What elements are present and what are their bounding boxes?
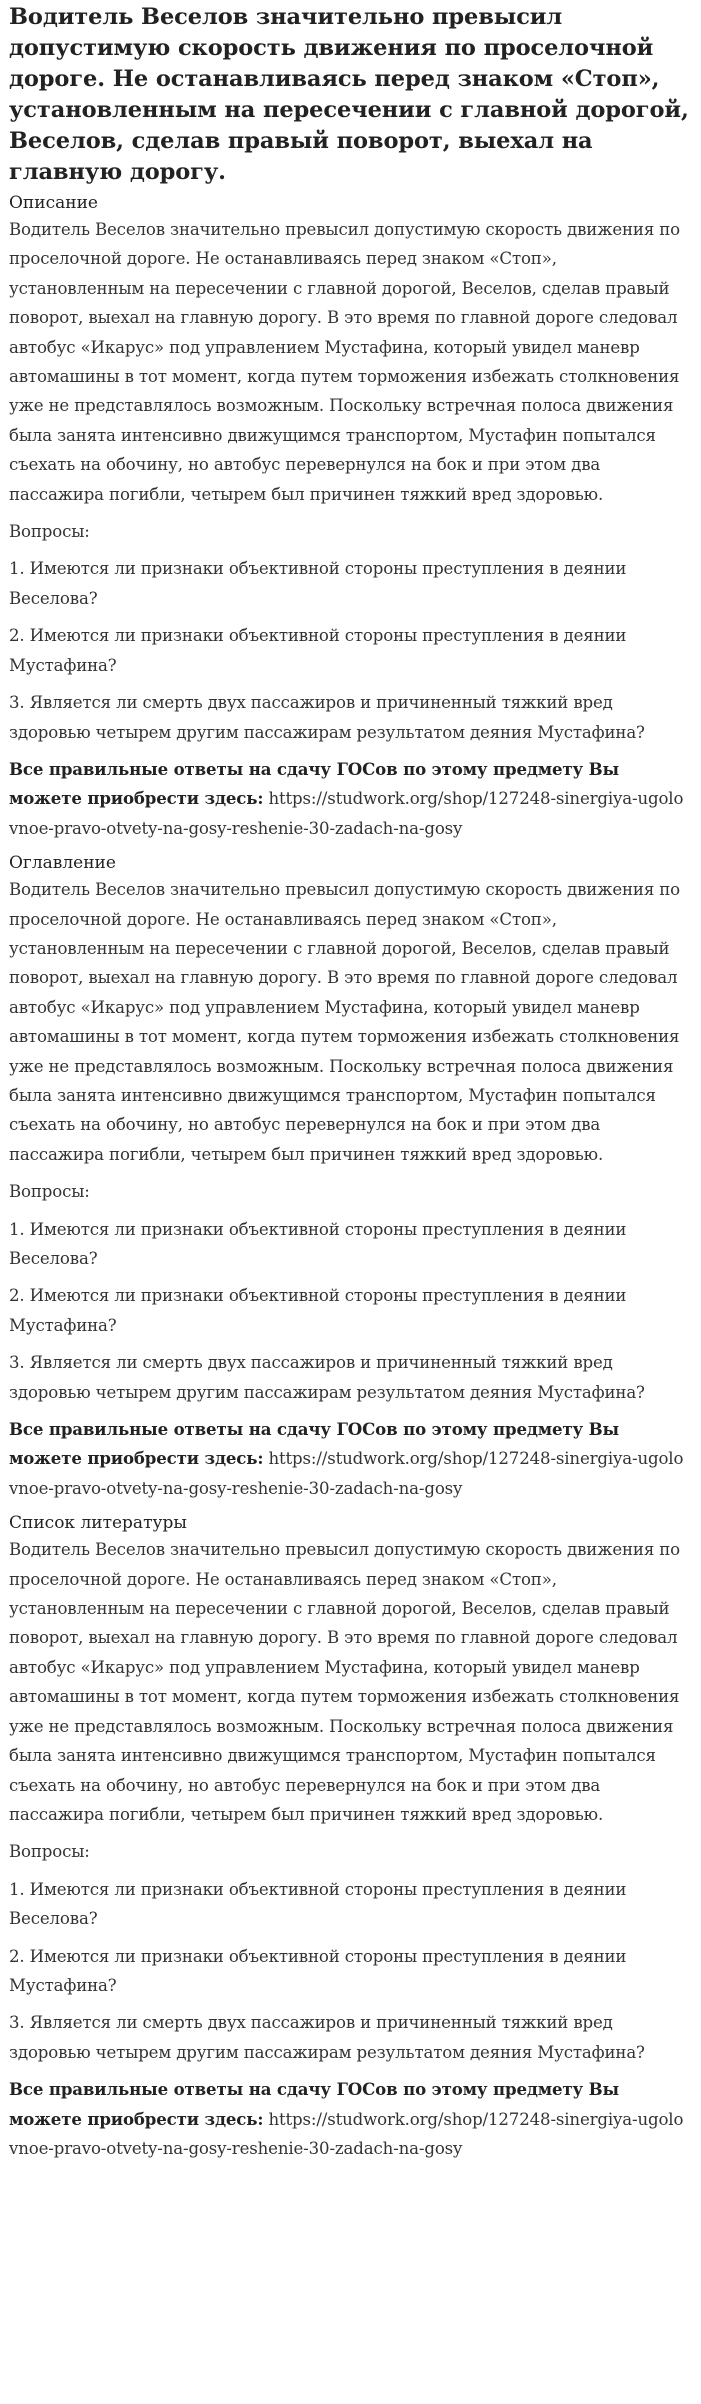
section-description: [9, 191, 691, 843]
purchase-link[interactable]: https://studwork.org/shop/127248-sinergiya-ugolovnoe-pravo-otvety-na-gosy-reshenie-30-zadach-na-gosy: [9, 789, 684, 838]
question-3: 3. Является ли смерть двух пассажиров и причиненный тяжкий вред здоровью четырем другим пассажирам результатом деяния Мустафина?: [9, 1353, 645, 1402]
purchase-note-bold: Все правильные ответы на сдачу ГОСов по этому предмету Вы можете приобрести здесь:: [9, 2079, 620, 2129]
section-heading: Список литературы: [9, 1513, 187, 1534]
questions-label: Вопросы:: [9, 1842, 90, 1862]
question-2: 2. Имеются ли признаки объективной стороны преступления в деянии Мустафина?: [9, 626, 627, 675]
purchase-note: [9, 2075, 691, 2163]
purchase-note-bold: Все правильные ответы на сдачу ГОСов по этому предмету Вы можете приобрести здесь:: [9, 758, 620, 809]
question-3: 3. Является ли смерть двух пассажиров и причиненный тяжкий вред здоровью четырем другим пассажирам результатом деяния Мустафина?: [9, 2013, 645, 2062]
question-2: 2. Имеются ли признаки объективной стороны преступления в деянии Мустафина?: [9, 1286, 627, 1335]
page: [0, 2, 701, 2163]
questions-label: Вопросы:: [9, 522, 90, 542]
purchase-note-bold: Все правильные ответы на сдачу ГОСов по этому предмету Вы можете приобрести здесь:: [9, 1419, 620, 1469]
section-contents: [9, 851, 691, 1503]
question-2: 2. Имеются ли признаки объективной стороны преступления в деянии Мустафина?: [9, 1946, 627, 1995]
question-1: 1. Имеются ли признаки объективной стороны преступления в деянии Веселова?: [9, 559, 627, 608]
question-3: 3. Является ли смерть двух пассажиров и причиненный тяжкий вред здоровью четырем другим пассажирам результатом деяния Мустафина?: [9, 693, 645, 742]
section-heading: Оглавление: [9, 853, 116, 874]
section-body: Водитель Веселов значительно превысил допустимую скорость движения по проселочной дороге. Не останавливаясь перед знаком «Стоп», установленным на пересечении с главной дорогой, Веселов, сделав правый поворот, выехал на главную дорогу. В это время по главной дороге следовал автобус «Икарус» под управлением Мустафина, который увидел маневр автомашины в тот момент, когда путем торможения избежать столкновения уже не представлялось возможным. Поскольку встречная полоса движения была занята интенсивно движущимся транспортом, Мустафин попытался съехать на обочину, но автобус перевернулся на бок и при этом два пассажира погибли, четырем был причинен тяжкий вред здоровью.: [9, 1540, 681, 1824]
questions-label: Вопросы:: [9, 1182, 90, 1202]
purchase-link[interactable]: https://studwork.org/shop/127248-sinergiya-ugolovnoe-pravo-otvety-na-gosy-reshenie-30-zadach-na-gosy: [9, 1449, 684, 1498]
section-body: Водитель Веселов значительно превысил допустимую скорость движения по проселочной дороге. Не останавливаясь перед знаком «Стоп», установленным на пересечении с главной дорогой, Веселов, сделав правый поворот, выехал на главную дорогу. В это время по главной дороге следовал автобус «Икарус» под управлением Мустафина, который увидел маневр автомашины в тот момент, когда путем торможения избежать столкновения уже не представлялось возможным. Поскольку встречная полоса движения была занята интенсивно движущимся транспортом, Мустафин попытался съехать на обочину, но автобус перевернулся на бок и при этом два пассажира погибли, четырем был причинен тяжкий вред здоровью.: [9, 220, 681, 504]
question-1: 1. Имеются ли признаки объективной стороны преступления в деянии Веселова?: [9, 1219, 627, 1268]
purchase-note: [9, 1415, 691, 1503]
purchase-link[interactable]: https://studwork.org/shop/127248-sinergiya-ugolovnoe-pravo-otvety-na-gosy-reshenie-30-zadach-na-gosy: [9, 2109, 684, 2158]
section-body: Водитель Веселов значительно превысил допустимую скорость движения по проселочной дороге. Не останавливаясь перед знаком «Стоп», установленным на пересечении с главной дорогой, Веселов, сделав правый поворот, выехал на главную дорогу. В это время по главной дороге следовал автобус «Икарус» под управлением Мустафина, который увидел маневр автомашины в тот момент, когда путем торможения избежать столкновения уже не представлялось возможным. Поскольку встречная полоса движения была занята интенсивно движущимся транспортом, Мустафин попытался съехать на обочину, но автобус перевернулся на бок и при этом два пассажира погибли, четырем был причинен тяжкий вред здоровью.: [9, 880, 681, 1164]
question-1: 1. Имеются ли признаки объективной стороны преступления в деянии Веселова?: [9, 1879, 627, 1929]
purchase-note: [9, 755, 691, 843]
section-references: [9, 1511, 691, 2163]
page-title: Водитель Веселов значительно превысил допустимую скорость движения по проселочной дороге. Не останавливаясь перед знаком «Стоп», установленным на пересечении с главной дорогой, Веселов, сделав правый поворот, выехал на главную дорогу.: [9, 4, 689, 185]
section-heading: Описание: [9, 193, 98, 213]
